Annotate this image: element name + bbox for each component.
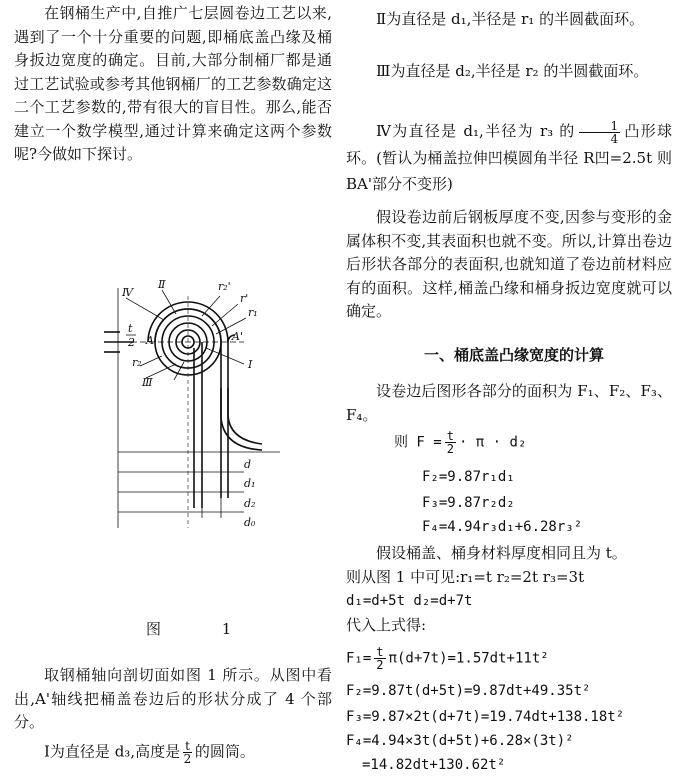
label-I: Ⅰ [248,358,253,371]
formula-f2: F₂=9.87r₁d₁ [422,469,515,485]
label-A: A [146,334,154,347]
item-2: Ⅱ为直径是 d₁,半径是 r₁ 的半圆截面环。 [376,10,645,28]
result-f1-num: t [376,645,384,659]
item-1-num: t [185,739,190,753]
result-f3: F₃=9.87×2t(d+7t)=19.74dt+138.18t² [346,709,625,725]
item-4-num: 1 [579,120,621,133]
item-4-post: 凸形球环。(暂认为桶盖拉伸凹模圆角半径 R凹=2.5t 则BA'部分不变形) [346,122,672,193]
item-1-fraction [183,740,192,765]
result-f1-fraction [374,646,385,671]
section-description: 取钢桶轴向剖切面如图 1 所示。从图中看出,A'轴线把桶盖卷边后的形状分成了 4 个部分。 [14,666,332,731]
item-4 [346,118,672,197]
formula-f1-post: · π · d₂ [458,434,527,451]
label-r1p: r' [240,292,249,305]
from-figure-line: 则从图 1 中可见:r₁=t r₂=2t r₃=3t [346,568,585,586]
thickness-paragraph: 假设桶盖、桶身材料厚度相同且为 t。 [376,544,627,562]
result-f1-post: π(d+7t)=1.57dt+11t² [388,650,549,667]
diameter-relations: d₁=d+5t d₂=d+7t [346,593,473,609]
item-4-den: 4 [610,131,619,146]
item-1-den: 2 [183,752,192,766]
label-d0: d₀ [244,516,256,528]
intro-paragraph: 在钢桶生产中,自推广七层圆卷边工艺以来,遇到了一个十分重要的问题,即桶底盖凸缘及桶身扳边宽度的确定。目前,大部分制桶厂都是通过工艺试验或参考其他钢桶厂的工艺参数确定这二个工艺参数的,带有很大的盲目性。那么,能否建立一个数学模型,通过计算来确定这两个参数呢?今做如下探讨。 [14,4,332,163]
assumption-paragraph: 假设卷边前后钢板厚度不变,因参与变形的金属体积不变,其表面积也就不变。所以,计算出卷边后形状各部分的表面积,也就知道了卷边前材料应有的面积。这样,桶盖凸缘和桶身扳边宽度就可以确定。 [346,208,672,320]
label-III: Ⅲ [142,376,153,389]
label-d2: d₂ [244,497,256,510]
result-f4: F₄=4.94×3t(d+5t)+6.28×(3t)² [346,733,574,749]
label-d: d [244,458,252,471]
item-4-fraction [579,120,621,145]
label-IV: Ⅳ [122,286,133,299]
item-3: Ⅲ为直径是 d₂,半径是 r₂ 的半圆截面环。 [376,62,649,80]
label-Ap: A' [232,330,243,343]
result-f4-continued: =14.82dt+130.62t² [362,757,506,773]
substitute-line: 代入上式得: [346,616,427,634]
formula-f1-pre: 则 F = [394,434,442,451]
result-f1 [346,646,549,671]
item-4-text: Ⅳ为直径是 d₁,半径为 r₃ 的 [376,122,576,140]
figure-caption: 图 1 [146,620,260,638]
label-II: Ⅱ [158,278,166,291]
item-1 [44,740,255,765]
label-d1: d₁ [244,477,256,490]
result-f1-den: 2 [376,658,384,672]
section-heading: 一、桶底盖凸缘宽度的计算 [424,346,605,364]
formula-f1-den: 2 [446,442,454,456]
label-r2: r₂ [132,356,142,369]
label-r1: r₁ [248,306,258,319]
result-f1-pre: F₁= [346,650,372,667]
figure-1 [84,268,344,528]
label-r2p: r₂' [218,280,231,293]
formula-f1 [394,430,526,455]
item-1-post: 的圆筒。 [194,742,255,761]
result-f2: F₂=9.87t(d+5t)=9.87dt+49.35t² [346,683,591,699]
label-half-t-num: t [128,322,133,335]
areas-paragraph: 设卷边后图形各部分的面积为 F₁、F₂、F₃、F₄。 [346,382,672,424]
label-half-t-den: 2 [128,336,135,349]
formula-f3: F₃=9.87r₂d₂ [422,495,515,511]
formula-f1-num: t [446,429,454,443]
formula-f1-fraction [445,430,456,455]
item-1-text: Ⅰ为直径是 d₃,高度是 [44,742,181,761]
formula-f4: F₄=4.94r₃d₁+6.28r₃² [422,519,583,535]
